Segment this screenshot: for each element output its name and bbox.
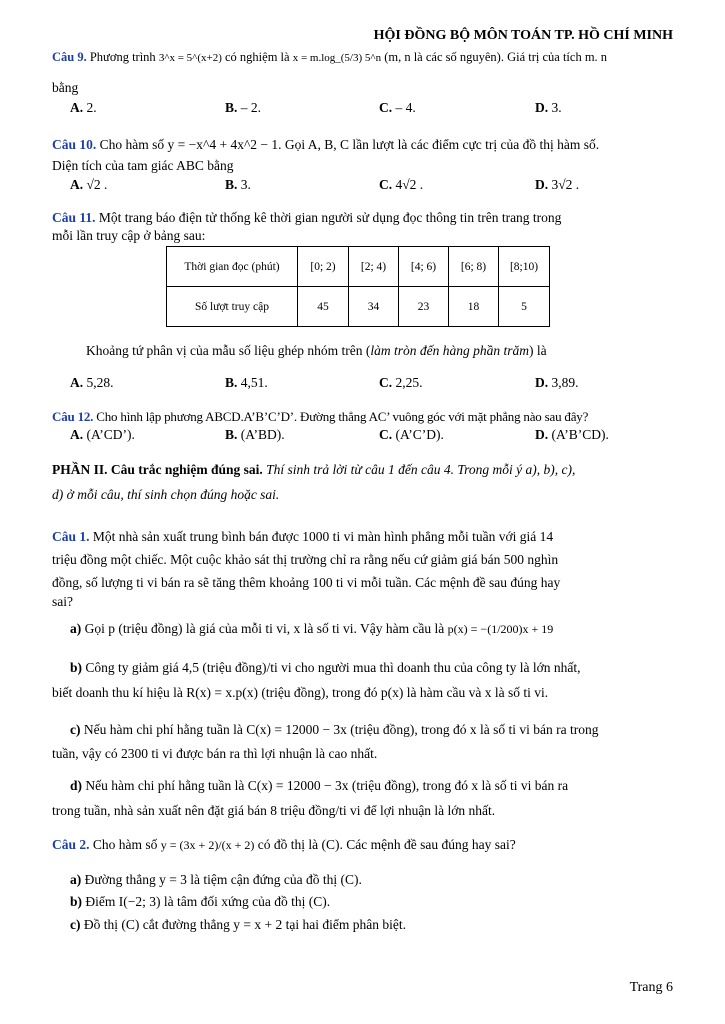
- statement-b[interactable]: b) Công ty giảm giá 4,5 (triệu đồng)/ti vi cho người mua thì doanh thu của công ty là lớn nhất,: [70, 660, 581, 675]
- question-text: Một nhà sản xuất trung bình bán được 1000 ti vi màn hình phẳng mỗi tuần với giá 14: [92, 529, 554, 544]
- table-row: [167, 247, 550, 287]
- question-label: Câu 1.: [52, 529, 90, 544]
- option-d[interactable]: D. 3√2 .: [535, 177, 580, 192]
- option-d[interactable]: D. (A’B’CD).: [535, 427, 609, 442]
- question-text-cont: triệu đồng một chiếc. Một cuộc khảo sát thị trường chỉ ra rằng nếu cứ giảm giá bán 500 nghìn: [52, 552, 559, 567]
- table-cell: 34: [349, 287, 399, 327]
- section-instructions: d) ở mỗi câu, thí sinh chọn đúng hoặc sai.: [52, 487, 280, 502]
- question-1: [52, 529, 553, 545]
- question-text: Cho hàm số: [99, 137, 165, 152]
- question-label: Câu 11.: [52, 210, 96, 225]
- statement-c[interactable]: c) Nếu hàm chi phí hằng tuần là C(x) = 12000 − 3x (triệu đồng), trong đó x là số ti vi bán ra trong: [70, 722, 599, 737]
- question-text: . Gọi A, B, C lần lượt là các điểm cực trị của đồ thị hàm số.: [278, 137, 600, 152]
- option-b[interactable]: B. 3.: [225, 177, 251, 192]
- table-cell: [2; 4): [349, 247, 399, 287]
- question-2: [52, 837, 516, 853]
- option-b[interactable]: B. – 2.: [225, 100, 262, 115]
- question-9: [52, 50, 607, 65]
- option-d[interactable]: D. 3,89.: [535, 375, 579, 390]
- option-a[interactable]: A. 2.: [70, 100, 97, 115]
- table-cell: 23: [399, 287, 449, 327]
- table-cell: 18: [449, 287, 499, 327]
- statement-d[interactable]: d) Nếu hàm chi phí hằng tuần là C(x) = 12000 − 3x (triệu đồng), trong đó x là số ti vi bán ra: [70, 778, 569, 793]
- statement-a[interactable]: a) Gọi p (triệu đồng) là giá của mỗi ti vi, x là số ti vi. Vậy hàm cầu là p(x) = −(1/200)x + 19: [70, 621, 554, 636]
- table-header-cell: Thời gian đọc (phút): [167, 247, 298, 287]
- statement-d-cont: trong tuần, nhà sản xuất nên đặt giá bán 8 triệu đồng/ti vi để lợi nhuận là lớn nhất.: [52, 803, 496, 818]
- table-row: [167, 287, 550, 327]
- question-label: Câu 12.: [52, 409, 94, 424]
- option-c[interactable]: C. (A’C’D).: [379, 427, 444, 442]
- table-cell: [4; 6): [399, 247, 449, 287]
- page-header-title: HỘI ĐỒNG BỘ MÔN TOÁN TP. HỒ CHÍ MINH: [373, 28, 673, 43]
- option-b[interactable]: B. 4,51.: [225, 375, 268, 390]
- question-text: Một trang báo điện tử thống kê thời gian người sử dụng đọc thông tin trên trang trong: [98, 210, 562, 225]
- question-11: [52, 210, 561, 226]
- option-a[interactable]: A. √2 .: [70, 177, 108, 192]
- question-text: Cho hàm số: [92, 837, 158, 852]
- question-text-cont: Khoảng tứ phân vị của mẫu số liệu ghép nhóm trên (làm tròn đến hàng phần trăm) là: [86, 343, 547, 358]
- question-text: Phương trình: [89, 50, 156, 64]
- question-text-cont: đồng, số lượng ti vi bán ra sẽ tăng thêm khoảng 100 ti vi mỗi tuần. Các mệnh đề sau đúng hay: [52, 575, 561, 590]
- question-text: có nghiệm là: [225, 50, 290, 64]
- page-number: Trang 6: [629, 980, 673, 995]
- question-text: (m, n là các số nguyên). Giá trị của tích m. n: [384, 50, 608, 64]
- frequency-table: [166, 246, 550, 327]
- section-heading: PHẦN II. Câu trắc nghiệm đúng sai. Thí sinh trả lời từ câu 1 đến câu 4. Trong mỗi ý a), b), c),: [52, 462, 576, 477]
- option-c[interactable]: C. 2,25.: [379, 375, 423, 390]
- question-label: Câu 9.: [52, 50, 87, 64]
- table-cell: [0; 2): [298, 247, 349, 287]
- option-c[interactable]: C. – 4.: [379, 100, 416, 115]
- question-text-cont: bằng: [52, 80, 79, 95]
- statement-c[interactable]: c) Đồ thị (C) cắt đường thẳng y = x + 2 tại hai điểm phân biệt.: [70, 917, 406, 932]
- question-label: Câu 2.: [52, 837, 90, 852]
- table-header-cell: Số lượt truy cập: [167, 287, 298, 327]
- question-text-cont: mỗi lần truy cập ở bảng sau:: [52, 228, 206, 243]
- option-a[interactable]: A. (A’CD’).: [70, 427, 135, 442]
- statement-c-cont: tuần, vậy có 2300 ti vi được bán ra thì lợi nhuận là cao nhất.: [52, 746, 378, 761]
- equation: 3^x = 5^(x+2): [158, 52, 222, 64]
- statement-b[interactable]: b) Điểm I(−2; 3) là tâm đối xứng của đồ thị (C).: [70, 894, 331, 909]
- function-formula: y = −x^4 + 4x^2 − 1: [167, 137, 279, 152]
- table-cell: 5: [499, 287, 550, 327]
- question-text-cont: Diện tích của tam giác ABC bằng: [52, 158, 234, 173]
- question-text-cont: sai?: [52, 594, 73, 609]
- table-cell: [8;10): [499, 247, 550, 287]
- table-cell: 45: [298, 287, 349, 327]
- statement-b-cont: biết doanh thu kí hiệu là R(x) = x.p(x) (triệu đồng), trong đó p(x) là hàm cầu và x là số ti vi.: [52, 685, 549, 700]
- function-formula: y = (3x + 2)/(x + 2): [160, 838, 255, 852]
- option-c[interactable]: C. 4√2 .: [379, 177, 424, 192]
- option-b[interactable]: B. (A’BD).: [225, 427, 285, 442]
- statement-a[interactable]: a) Đường thẳng y = 3 là tiệm cận đứng của đồ thị (C).: [70, 872, 362, 887]
- question-text: Cho hình lập phương ABCD.A’B’C’D’. Đường thẳng AC’ vuông góc với mặt phẳng nào sau đây?: [96, 409, 589, 424]
- question-12: [52, 409, 588, 425]
- option-d[interactable]: D. 3.: [535, 100, 562, 115]
- solution-formula: x = m.log_(5/3) 5^n: [292, 52, 382, 64]
- question-text: có đồ thị là (C). Các mệnh đề sau đúng hay sai?: [257, 837, 516, 852]
- table-cell: [6; 8): [449, 247, 499, 287]
- question-label: Câu 10.: [52, 137, 97, 152]
- option-a[interactable]: A. 5,28.: [70, 375, 114, 390]
- question-10: [52, 137, 599, 153]
- demand-function: p(x) = −(1/200)x + 19: [447, 622, 554, 636]
